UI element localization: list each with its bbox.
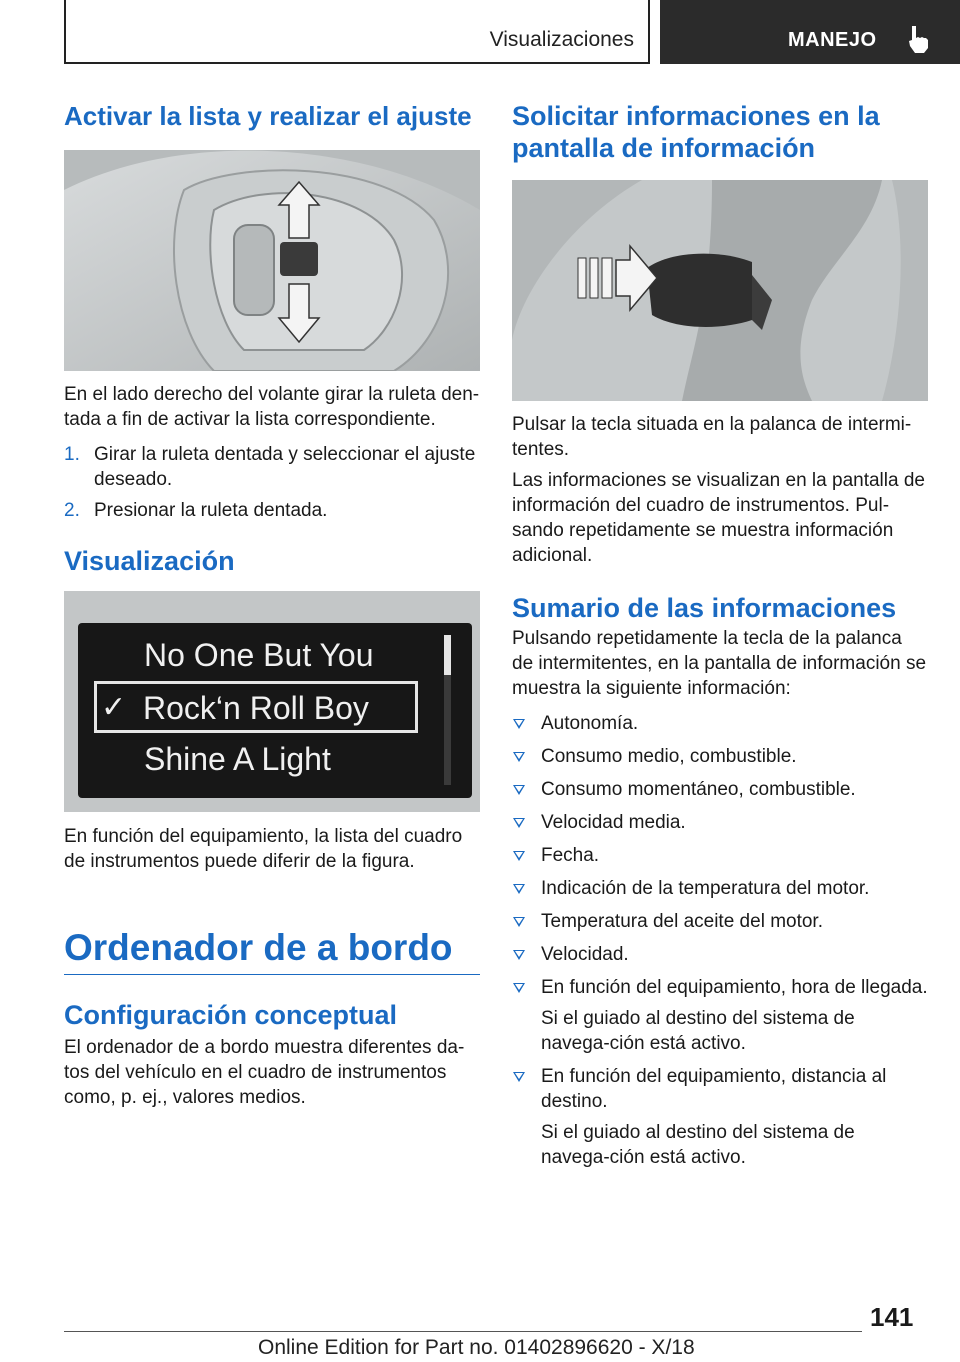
triangle-bullet-icon: [513, 785, 525, 795]
footer-rule: [64, 1331, 862, 1332]
triangle-bullet-icon: [513, 950, 525, 960]
heading-display: Visualización: [64, 546, 235, 576]
steering-wheel-figure: [64, 150, 480, 371]
left-column: [64, 100, 480, 1110]
heading-request-info: Solicitar informaciones en la pantalla de información: [512, 101, 880, 163]
item-text: En función del equipamiento, hora de llegada.: [541, 977, 928, 998]
right-column: [512, 100, 928, 1178]
triangle-bullet-icon: [513, 917, 525, 927]
paragraph-press-key: Pulsar la tecla situada en la palanca de intermi-tentes.: [512, 414, 912, 460]
heading-activate-list: Activar la lista y realizar el ajuste: [64, 101, 472, 131]
triangle-bullet-icon: [513, 818, 525, 828]
section-title: Visualizaciones: [489, 28, 634, 51]
pointing-hand-icon: [906, 24, 934, 54]
edition-note: Online Edition for Part no. 01402896620 - X/18: [258, 1336, 695, 1359]
heading-rule: [64, 974, 480, 975]
paragraph-configuration: El ordenador de a bordo muestra diferentes da-tos del vehículo en el cuadro de instrumentos como, p. ej., valores medios.: [64, 1037, 465, 1108]
heading-configuration: Configuración conceptual: [64, 1000, 398, 1030]
heading-onboard-computer: Ordenador de a bordo: [64, 927, 453, 968]
step-list: [64, 442, 480, 523]
item-text: Fecha.: [541, 845, 600, 866]
list-item: [512, 744, 928, 769]
list-item: [512, 1064, 928, 1170]
item-text: Velocidad.: [541, 944, 629, 965]
paragraph-display: En función del equipamiento, la lista del cuadro de instrumentos puede diferir de la figura.: [64, 826, 463, 872]
step-text: Presionar la ruleta dentada.: [94, 500, 328, 521]
paragraph-info-display: Las informaciones se visualizan en la pantalla de información del cuadro de instrumentos. Pul-sando repetidamente se muestra información adicional.: [512, 470, 925, 566]
display-item: No One But You: [144, 637, 374, 673]
paragraph-summary: Pulsando repetidamente la tecla de la palanca de intermitentes, en la pantalla de información se muestra la siguiente información:: [512, 628, 927, 699]
section-tab: [64, 0, 650, 64]
step-number: 2.: [64, 500, 80, 521]
item-text: En función del equipamiento, distancia al destino.: [541, 1066, 887, 1112]
display-item-selected: [94, 681, 418, 733]
display-figure: [64, 591, 480, 812]
item-text: Autonomía.: [541, 713, 639, 734]
step-number: 1.: [64, 444, 80, 465]
list-item: [512, 975, 928, 1056]
chapter-tab: [660, 0, 960, 64]
page-number: 141: [870, 1302, 914, 1332]
chapter-title: MANEJO: [788, 29, 877, 51]
item-note: Si el guiado al destino del sistema de navega-ción está activo.: [541, 1008, 855, 1054]
list-item: [512, 810, 928, 835]
triangle-bullet-icon: [513, 983, 525, 993]
step-text: Girar la ruleta dentada y seleccionar el ajuste deseado.: [94, 444, 476, 490]
list-item: [64, 498, 480, 523]
page-header: [0, 0, 960, 66]
info-list: [512, 711, 928, 1170]
triangle-bullet-icon: [513, 851, 525, 861]
paragraph-activate: En el lado derecho del volante girar la ruleta den-tada a fin de activar la lista correspondiente.: [64, 384, 480, 430]
list-item: [64, 442, 480, 492]
list-item: [512, 711, 928, 736]
list-item: [512, 876, 928, 901]
instrument-display: [78, 623, 472, 798]
list-item: [512, 942, 928, 967]
triangle-bullet-icon: [513, 884, 525, 894]
item-text: Consumo medio, combustible.: [541, 746, 797, 767]
display-item: Shine A Light: [144, 741, 331, 777]
triangle-bullet-icon: [513, 752, 525, 762]
check-icon: ✓: [101, 691, 127, 724]
triangle-bullet-icon: [513, 719, 525, 729]
item-note: Si el guiado al destino del sistema de navega-ción está activo.: [541, 1122, 855, 1168]
item-text: Indicación de la temperatura del motor.: [541, 878, 870, 899]
list-item: [512, 909, 928, 934]
turn-signal-lever-figure: [512, 180, 928, 401]
display-scroll-thumb: [444, 635, 451, 675]
item-text: Temperatura del aceite del motor.: [541, 911, 823, 932]
display-scrollbar: [444, 635, 451, 785]
list-item: [512, 843, 928, 868]
triangle-bullet-icon: [513, 1072, 525, 1082]
display-item-label: Rock‘n Roll Boy: [143, 690, 369, 726]
list-item: [512, 777, 928, 802]
item-text: Velocidad media.: [541, 812, 686, 833]
item-text: Consumo momentáneo, combustible.: [541, 779, 856, 800]
heading-summary: Sumario de las informaciones: [512, 593, 897, 623]
